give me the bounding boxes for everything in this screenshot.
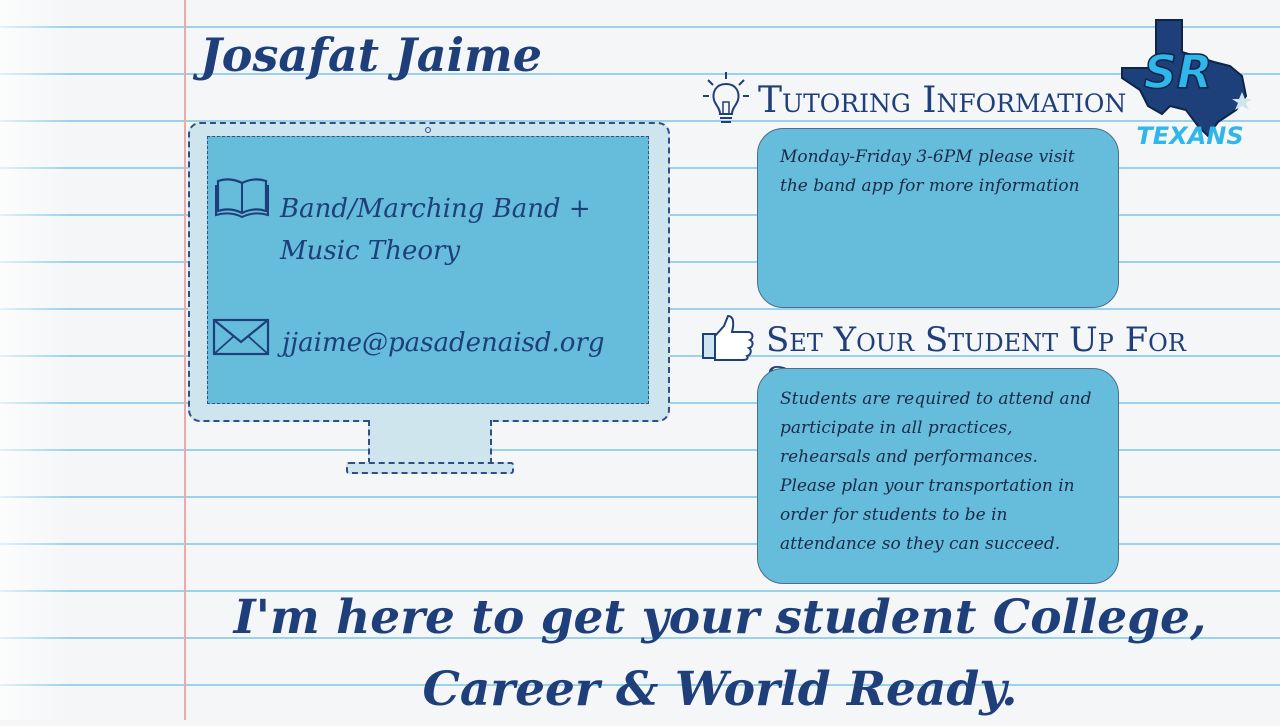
- email-link[interactable]: jjaime@pasadenaisd.org: [282, 328, 605, 358]
- lightbulb-icon: [702, 70, 750, 128]
- tutoring-info-box: [757, 128, 1119, 308]
- success-info-text: Students are required to attend and participate in all practices, rehearsals and performances. Please plan your transportation in order for students to be in attendance so they can succeed.: [780, 389, 1092, 554]
- book-icon: [214, 175, 270, 219]
- logo-letters: SR: [1143, 45, 1213, 99]
- success-info-box: [757, 368, 1119, 584]
- success-heading: Set Your Student Up For: [766, 320, 1186, 360]
- thumbs-up-icon: [700, 314, 756, 362]
- mail-icon: [212, 316, 270, 358]
- monitor-stand: [368, 420, 492, 464]
- logo-team-name: TEXANS: [1136, 122, 1244, 150]
- monitor-camera-dot: [425, 127, 431, 133]
- teacher-name: Josafat Jaime: [200, 28, 542, 82]
- tutoring-info-text: Monday-Friday 3-6PM please visit the band app for more information: [780, 147, 1080, 196]
- texas-logo-icon: [1118, 18, 1260, 150]
- notebook-margin-line: [184, 0, 186, 720]
- tagline: I'm here to get your student College, Career & World Ready.: [233, 590, 1207, 717]
- monitor-base: [346, 462, 514, 474]
- subject-text: Band/Marching Band + Music Theory: [280, 194, 591, 266]
- paper-edge-shadow: [0, 0, 70, 720]
- tutoring-heading: Tutoring Information: [758, 80, 1127, 121]
